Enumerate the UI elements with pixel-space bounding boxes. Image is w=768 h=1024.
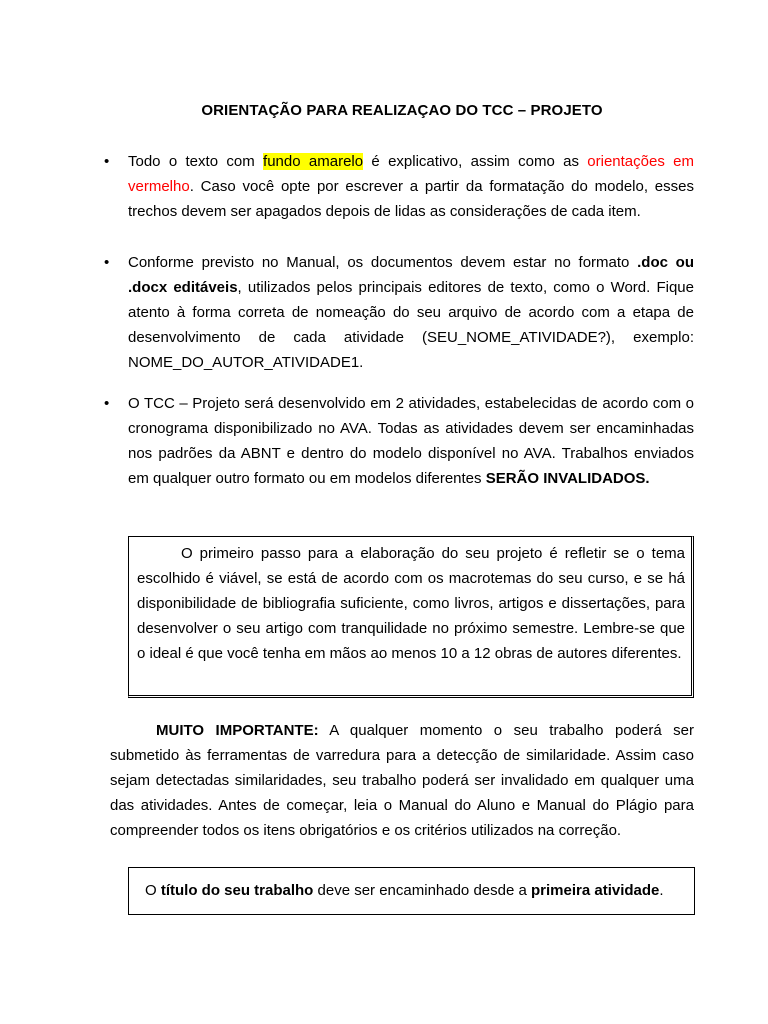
box-text: deve ser encaminhado desde a — [313, 882, 531, 899]
bold-text: título do seu trabalho — [160, 882, 314, 899]
important-label: MUITO IMPORTANTE: — [156, 722, 319, 739]
bullet-item-explanatory-text — [104, 149, 694, 224]
red-text: orientações em vermelho — [128, 153, 694, 195]
bold-text: SERÃO INVALIDADOS. — [485, 470, 650, 487]
bullet-item-activities — [104, 391, 694, 491]
important-paragraph — [110, 718, 694, 843]
bullet-text: Conforme previsto no Manual, os documentos devem estar no formato — [128, 254, 638, 271]
box-text: O — [145, 882, 161, 899]
bullet-item-file-format — [104, 250, 694, 375]
bullet-text: é explicativo, assim como as — [363, 153, 588, 170]
bold-text: .doc ou .docx editáveis — [128, 254, 694, 296]
work-title-note-box — [128, 867, 695, 915]
note-text: O primeiro passo para a elaboração do seu projeto é refletir se o tema escolhido é viável, se está de acordo com os macrotemas do seu curso, e se há disponibilidade de bibliografia suficiente, como livros, artigos e dissertações, para desenvolver o seu artigo com tranquilidade no próximo semestre. Lembre-se que o ideal é que você tenha em mãos ao menos 10 a 12 obras de autores diferentes. — [137, 545, 685, 662]
bold-text: primeira atividade — [531, 882, 660, 899]
document-title: ORIENTAÇÃO PARA REALIZAÇAO DO TCC – PROJETO — [201, 102, 603, 119]
bullet-text: , utilizados pelos principais editores de texto, como o Word. Fique atento à forma correta de nomeação do seu arquivo de acordo com a etapa de desenvolvimento de cada atividade (SEU_NOME_ATIVIDADE?), exemplo: NOME_DO_AUTOR_ATIVIDADE1. — [128, 279, 694, 371]
bullet-text: O TCC – Projeto será desenvolvido em 2 atividades, estabelecidas de acordo com o cronograma disponibilizado no AVA. Todas as atividades devem ser encaminhadas nos padrões da ABNT e dentro do modelo disponível no AVA. Trabalhos enviados em qualquer outro formato ou em modelos diferentes — [128, 395, 694, 487]
box-text: . — [659, 882, 664, 899]
bullet-icon: • — [104, 153, 110, 170]
bullet-icon: • — [104, 254, 110, 271]
highlighted-text: fundo amarelo — [263, 153, 364, 170]
bullet-text: Todo o texto com — [128, 153, 264, 170]
first-step-note-box — [128, 536, 694, 698]
bullet-text: . Caso você opte por escrever a partir da formatação do modelo, esses trechos devem ser apagados depois de lidas as considerações de cada item. — [128, 178, 694, 220]
bullet-icon: • — [104, 395, 110, 412]
important-text: A qualquer momento o seu trabalho poderá ser submetido às ferramentas de varredura para a detecção de similaridade. Assim caso sejam detectadas similaridades, seu trabalho poderá ser invalidado em qualquer uma das atividades. Antes de começar, leia o Manual do Aluno e Manual do Plágio para compreender todos os itens obrigatórios e os critérios utilizados na correção. — [110, 722, 694, 839]
